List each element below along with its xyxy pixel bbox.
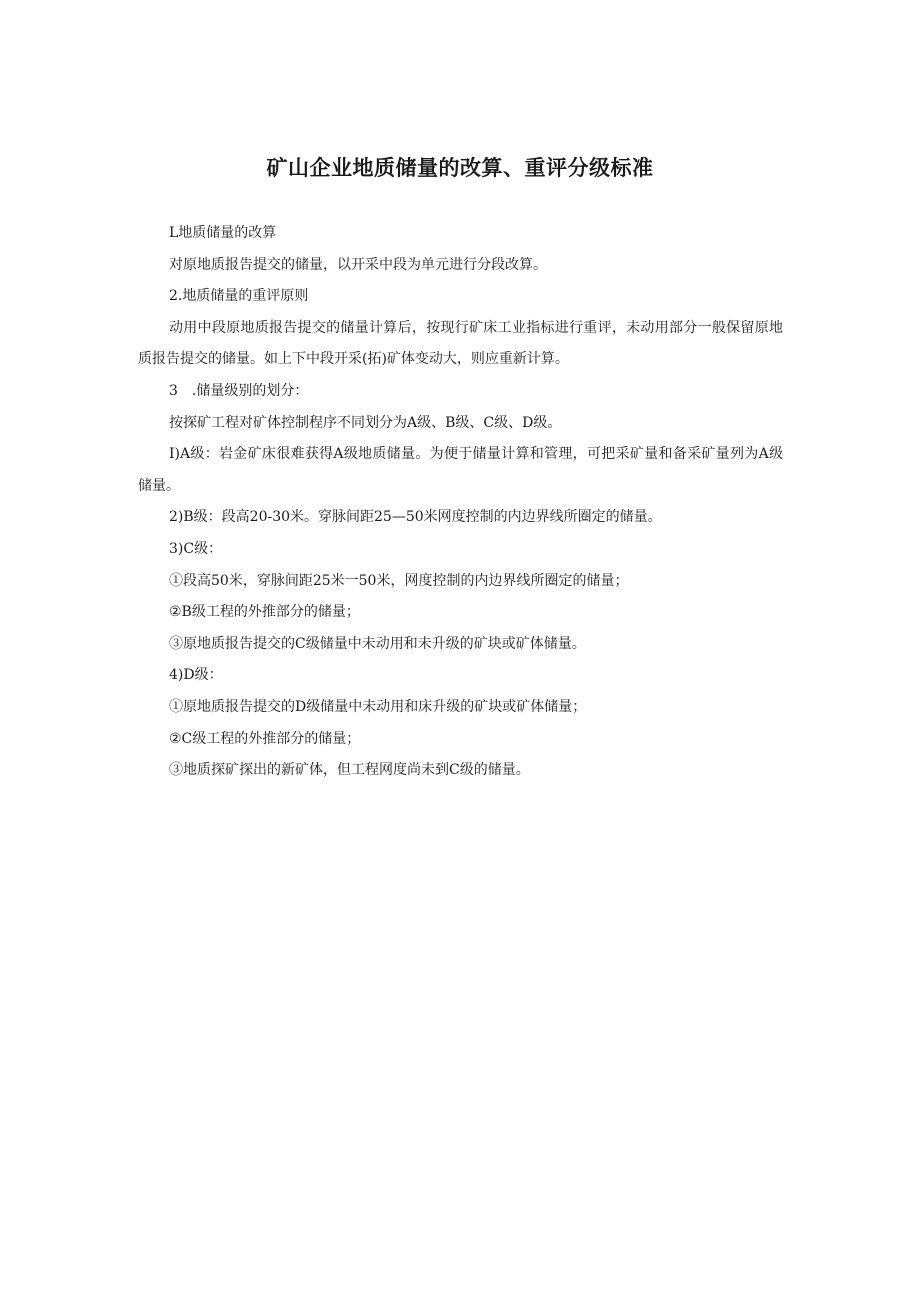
grade-d-heading: 4)D级： xyxy=(169,667,223,684)
section-heading-2: 2.地质储量的重评原则 xyxy=(169,288,309,305)
list-item: ③地质探矿探出的新矿体，但工程网度尚未到C级的储量。 xyxy=(169,762,530,779)
list-item: ③原地质报告提交的C级储量中未动用和未升级的矿块或矿体储量。 xyxy=(169,635,586,652)
paragraph: 对原地质报告提交的储量，以开采中段为单元进行分段改算。 xyxy=(169,256,547,273)
paragraph: 按探矿工程对矿体控制程序不同划分为A级、B级、C级、D级。 xyxy=(169,414,562,431)
list-item: ②C级工程的外推部分的储量； xyxy=(169,730,361,747)
list-item: ①原地质报告提交的D级储量中未动用和床升级的矿块或矿体储量； xyxy=(169,698,587,715)
grade-b-item: 2)B级：段高20-30米。穿脉间距25—50米网度控制的内边界线所圈定的储量。 xyxy=(169,509,662,526)
paragraph: 动用中段原地质报告提交的储量计算后，按现行矿床工业指标进行重评，未动用部分一般保留原地质报告提交的储量。如上下中段开采(拓)矿体变动大，则应重新计算。 xyxy=(138,319,783,368)
list-item: ②B级工程的外推部分的储量； xyxy=(169,604,360,621)
section-heading-1: L地质储量的改算 xyxy=(169,225,277,241)
list-item: ①段高50米，穿脉间距25米一50米，网度控制的内边界线所圈定的储量； xyxy=(169,572,629,589)
section-heading-3: 3 .储量级别的划分： xyxy=(169,382,309,399)
page-title: 矿山企业地质储量的改算、重评分级标准 xyxy=(266,156,654,180)
document-body xyxy=(138,218,783,787)
grade-c-heading: 3)C级： xyxy=(169,540,223,557)
grade-a-item: I)A级：岩金矿床很难获得A级地质储量。为便于储量计算和管理，可把采矿量和备采矿量列为A级储量。 xyxy=(138,446,783,494)
